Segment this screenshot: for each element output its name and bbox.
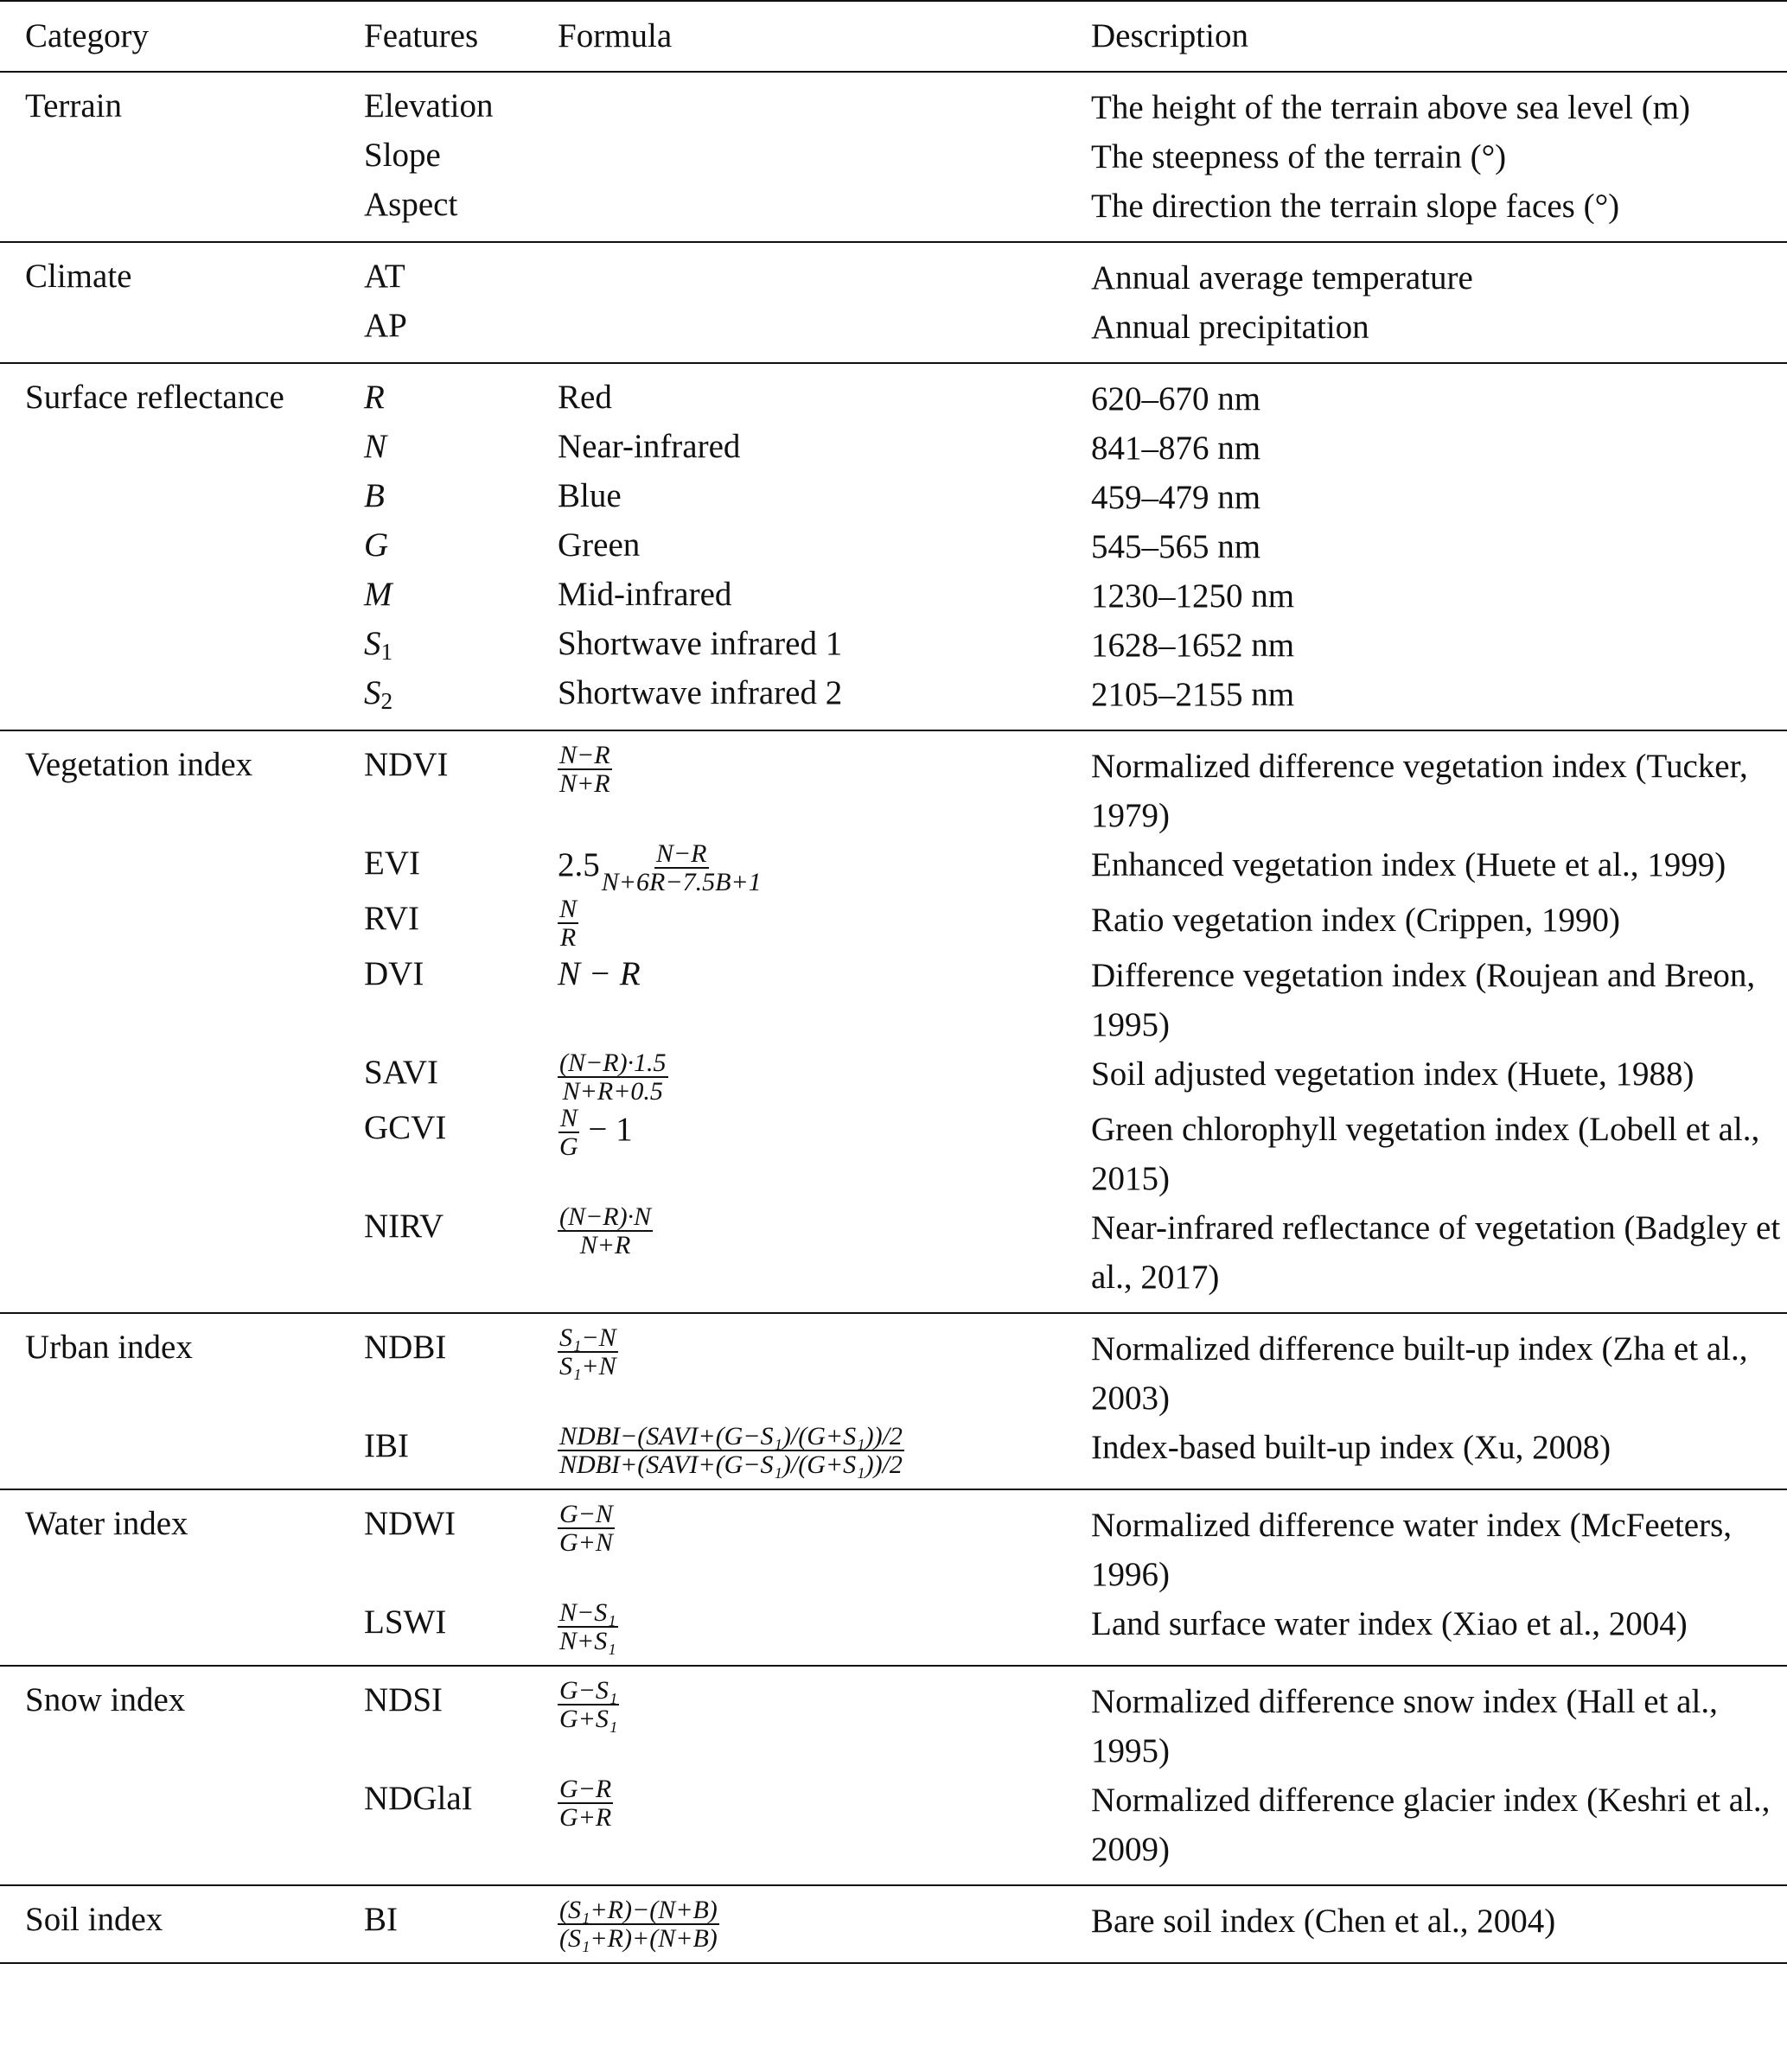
table-row <box>0 424 1787 473</box>
denominator: G+R <box>559 1803 612 1832</box>
numerator: S₁−N <box>559 1323 616 1352</box>
category-cell: Snow index <box>25 1681 186 1718</box>
formula-fraction <box>558 1203 653 1259</box>
description-cell: 2105–2155 nm <box>1091 676 1295 713</box>
table-row <box>0 896 1787 951</box>
denominator: N+R <box>559 769 610 798</box>
category-cell <box>0 1599 364 1666</box>
category-cell <box>0 424 364 473</box>
formula-suffix: − 1 <box>579 1110 633 1148</box>
description-cell: 1230–1250 nm <box>1091 577 1295 615</box>
feature-cell <box>364 1313 558 1423</box>
formula-cell <box>558 132 1091 182</box>
category-cell <box>0 621 364 670</box>
feature-cell <box>364 242 558 303</box>
category-cell <box>0 670 364 730</box>
category-cell: Urban index <box>25 1329 193 1366</box>
table-row <box>0 132 1787 182</box>
denominator: G+N <box>559 1528 613 1557</box>
feature-name: EVI <box>364 845 420 882</box>
table-row <box>0 1423 1787 1489</box>
table-row <box>0 1599 1787 1666</box>
formula-cell <box>558 896 1091 951</box>
category-cell: Vegetation index <box>25 746 253 783</box>
group-terrain <box>0 72 1787 242</box>
group-water-index <box>0 1489 1787 1666</box>
feature-cell <box>364 522 558 571</box>
feature-name: G <box>364 526 389 564</box>
feature-name: DVI <box>364 955 424 992</box>
category-cell <box>0 571 364 621</box>
table-row <box>0 1313 1787 1423</box>
feature-subscript: 1 <box>380 639 393 665</box>
table-row <box>0 571 1787 621</box>
feature-name: M <box>364 576 393 613</box>
feature-name: R <box>364 379 385 416</box>
table-row <box>0 621 1787 670</box>
description-cell: Normalized difference water index (McFeeters, 1996) <box>1091 1507 1733 1593</box>
formula-cell <box>558 1423 1091 1489</box>
formula-cell <box>558 840 1091 896</box>
feature-cell <box>364 303 558 363</box>
category-cell <box>0 1776 364 1885</box>
numerator: G−R <box>559 1775 612 1803</box>
group-climate <box>0 242 1787 363</box>
feature-name: S <box>364 674 381 711</box>
formula-coefficient: 2.5 <box>558 845 600 883</box>
feature-name: SAVI <box>364 1054 438 1091</box>
description-cell: Enhanced vegetation index (Huete et al., 1999) <box>1091 846 1726 883</box>
formula-cell: Green <box>558 526 641 564</box>
feature-name: B <box>364 477 385 514</box>
formula-cell <box>558 242 1091 303</box>
denominator: S₁+N <box>559 1352 616 1380</box>
formula-cell <box>558 730 1091 840</box>
description-cell: Normalized difference built-up index (Zha et al., 2003) <box>1091 1330 1748 1417</box>
header-row <box>0 1 1787 72</box>
category-cell <box>0 896 364 951</box>
formula-cell <box>558 182 1091 242</box>
header-features: Features <box>364 17 479 55</box>
formula-cell: Blue <box>558 477 622 514</box>
denominator: R <box>559 923 577 952</box>
feature-cell <box>364 571 558 621</box>
table-row <box>0 363 1787 424</box>
numerator: N−R <box>655 839 707 868</box>
feature-name: AT <box>364 258 405 295</box>
feature-cell <box>364 951 558 1049</box>
feature-cell <box>364 1885 558 1963</box>
category-cell <box>0 132 364 182</box>
formula-fraction <box>558 742 612 797</box>
numerator: (N−R)·N <box>559 1202 652 1231</box>
description-cell: 620–670 nm <box>1091 380 1261 418</box>
feature-cell <box>364 1049 558 1105</box>
description-cell: The direction the terrain slope faces (°) <box>1091 188 1620 225</box>
formula-fraction <box>558 1599 618 1654</box>
formula-cell <box>558 1599 1091 1666</box>
category-cell <box>0 1105 364 1203</box>
feature-name: NDGlaI <box>364 1780 473 1817</box>
formula-cell <box>558 1885 1091 1963</box>
category-cell: Surface reflectance <box>25 379 284 416</box>
table-row <box>0 840 1787 896</box>
group-urban-index <box>0 1313 1787 1489</box>
feature-name: RVI <box>364 900 420 937</box>
category-cell <box>0 951 364 1049</box>
feature-name: GCVI <box>364 1109 447 1146</box>
feature-name: NDSI <box>364 1681 444 1718</box>
feature-name: Slope <box>364 137 441 174</box>
formula-cell: Shortwave infrared 1 <box>558 625 843 662</box>
feature-name: NIRV <box>364 1208 444 1245</box>
numerator: (S₁+R)−(N+B) <box>559 1896 718 1924</box>
table-row <box>0 72 1787 132</box>
feature-name: LSWI <box>364 1603 447 1641</box>
feature-cell <box>364 1776 558 1885</box>
header-category: Category <box>25 17 149 55</box>
denominator: G+S₁ <box>559 1705 618 1733</box>
header-formula: Formula <box>558 17 673 55</box>
description-cell: Normalized difference snow index (Hall et al., 1995) <box>1091 1683 1718 1769</box>
table-row <box>0 522 1787 571</box>
denominator: N+S₁ <box>559 1627 616 1655</box>
feature-cell <box>364 424 558 473</box>
feature-cell <box>364 840 558 896</box>
feature-cell <box>364 896 558 951</box>
category-cell: Soil index <box>25 1901 163 1938</box>
formula-cell <box>558 1776 1091 1885</box>
feature-cell <box>364 473 558 522</box>
formula-fraction <box>558 1776 613 1831</box>
description-cell: Green chlorophyll vegetation index (Lobell et al., 2015) <box>1091 1111 1760 1197</box>
category-cell <box>0 1423 364 1489</box>
numerator: N−R <box>559 741 610 769</box>
category-cell: Water index <box>25 1505 188 1542</box>
category-cell <box>0 522 364 571</box>
numerator: G−N <box>559 1500 613 1528</box>
description-cell: Bare soil index (Chen et al., 2004) <box>1091 1903 1556 1940</box>
category-cell: Climate <box>25 258 132 295</box>
table-row <box>0 1885 1787 1963</box>
description-cell: Normalized difference vegetation index (Tucker, 1979) <box>1091 748 1748 834</box>
description-cell: Annual precipitation <box>1091 309 1369 346</box>
denominator: NDBI+(SAVI+(G−S₁)/(G+S₁))/2 <box>559 1450 903 1479</box>
description-cell: 841–876 nm <box>1091 430 1261 467</box>
table-row <box>0 1105 1787 1203</box>
formula-fraction <box>558 1049 668 1105</box>
description-cell: Index-based built-up index (Xu, 2008) <box>1091 1429 1611 1466</box>
description-cell: Near-infrared reflectance of vegetation (Badgley et al., 2017) <box>1091 1209 1781 1296</box>
description-cell: 459–479 nm <box>1091 479 1261 516</box>
formula-cell <box>558 1105 1091 1203</box>
group-vegetation-index <box>0 730 1787 1313</box>
formula-fraction <box>600 840 763 896</box>
feature-name: AP <box>364 307 407 344</box>
table-row <box>0 182 1787 242</box>
group-surface-reflectance <box>0 363 1787 730</box>
description-cell: Land surface water index (Xiao et al., 2004) <box>1091 1605 1688 1642</box>
feature-name: Elevation <box>364 87 494 124</box>
category-cell <box>0 303 364 363</box>
table-row <box>0 730 1787 840</box>
description-cell: Soil adjusted vegetation index (Huete, 1988) <box>1091 1055 1694 1093</box>
formula-cell: Shortwave infrared 2 <box>558 674 843 711</box>
feature-name: N <box>364 428 387 465</box>
table-row <box>0 1203 1787 1313</box>
feature-cell <box>364 1489 558 1599</box>
formula-cell <box>558 1313 1091 1423</box>
description-cell: The steepness of the terrain (°) <box>1091 138 1507 175</box>
description-cell: 1628–1652 nm <box>1091 627 1295 664</box>
feature-cell <box>364 1105 558 1203</box>
feature-cell <box>364 72 558 132</box>
feature-name: IBI <box>364 1427 409 1464</box>
description-cell: Annual average temperature <box>1091 259 1473 296</box>
formula-cell: Red <box>558 379 612 416</box>
category-cell <box>0 473 364 522</box>
numerator: G−S₁ <box>559 1676 618 1705</box>
feature-name: S <box>364 625 381 662</box>
feature-subscript: 2 <box>380 688 393 714</box>
denominator: N+6R−7.5B+1 <box>601 868 762 896</box>
description-cell: Difference vegetation index (Roujean and Breon, 1995) <box>1091 957 1756 1043</box>
formula-cell <box>558 1049 1091 1105</box>
category-cell <box>0 182 364 242</box>
category-cell: Terrain <box>25 87 123 124</box>
numerator: (N−R)·1.5 <box>559 1049 667 1077</box>
feature-cell <box>364 132 558 182</box>
denominator: N+R+0.5 <box>562 1077 663 1106</box>
denominator: N+R <box>579 1231 631 1259</box>
description-cell: The height of the terrain above sea level (m) <box>1091 89 1691 126</box>
formula-cell <box>558 72 1091 132</box>
feature-name: NDVI <box>364 746 449 783</box>
description-cell: Ratio vegetation index (Crippen, 1990) <box>1091 902 1620 939</box>
formula-fraction <box>558 1677 619 1732</box>
formula-fraction <box>558 1501 615 1556</box>
formula-fraction <box>558 1897 719 1952</box>
group-soil-index <box>0 1885 1787 1963</box>
formula-cell: Near-infrared <box>558 428 741 465</box>
feature-name: NDWI <box>364 1505 456 1542</box>
formula-fraction <box>558 1105 580 1160</box>
formula-cell <box>558 1203 1091 1313</box>
feature-cell <box>364 1203 558 1313</box>
group-snow-index <box>0 1666 1787 1885</box>
feature-name: BI <box>364 1901 398 1938</box>
formula-cell <box>558 1489 1091 1599</box>
denominator: (S₁+R)+(N+B) <box>559 1924 718 1953</box>
numerator: N−S₁ <box>559 1598 616 1627</box>
category-cell <box>0 1049 364 1105</box>
formula-cell <box>558 303 1091 363</box>
description-cell: Normalized difference glacier index (Keshri et al., 2009) <box>1091 1782 1771 1868</box>
feature-cell <box>364 363 558 424</box>
table-row <box>0 1666 1787 1776</box>
formula-cell <box>558 1666 1091 1776</box>
table-row <box>0 670 1787 730</box>
denominator: G <box>559 1132 578 1161</box>
table-row <box>0 1049 1787 1105</box>
feature-cell <box>364 730 558 840</box>
feature-cell <box>364 670 558 730</box>
table-row <box>0 473 1787 522</box>
table-row <box>0 951 1787 1049</box>
feature-cell <box>364 621 558 670</box>
header-description: Description <box>1091 17 1248 55</box>
feature-name: NDBI <box>364 1329 447 1366</box>
formula-cell: N − R <box>558 955 641 992</box>
table-row <box>0 303 1787 363</box>
feature-name: Aspect <box>364 186 458 223</box>
table-row <box>0 242 1787 303</box>
formula-fraction <box>558 896 578 951</box>
formula-fraction <box>558 1423 904 1478</box>
feature-cell <box>364 1666 558 1776</box>
feature-cell <box>364 1423 558 1489</box>
table-row <box>0 1489 1787 1599</box>
formula-cell: Mid-infrared <box>558 576 732 613</box>
category-cell <box>0 1203 364 1313</box>
description-cell: 545–565 nm <box>1091 528 1261 565</box>
formula-fraction <box>558 1324 618 1380</box>
numerator: N <box>559 1104 578 1132</box>
table-row <box>0 1776 1787 1885</box>
numerator: NDBI−(SAVI+(G−S₁)/(G+S₁))/2 <box>559 1422 903 1450</box>
feature-cell <box>364 182 558 242</box>
numerator: N <box>559 895 578 923</box>
feature-cell <box>364 1599 558 1666</box>
category-cell <box>0 840 364 896</box>
